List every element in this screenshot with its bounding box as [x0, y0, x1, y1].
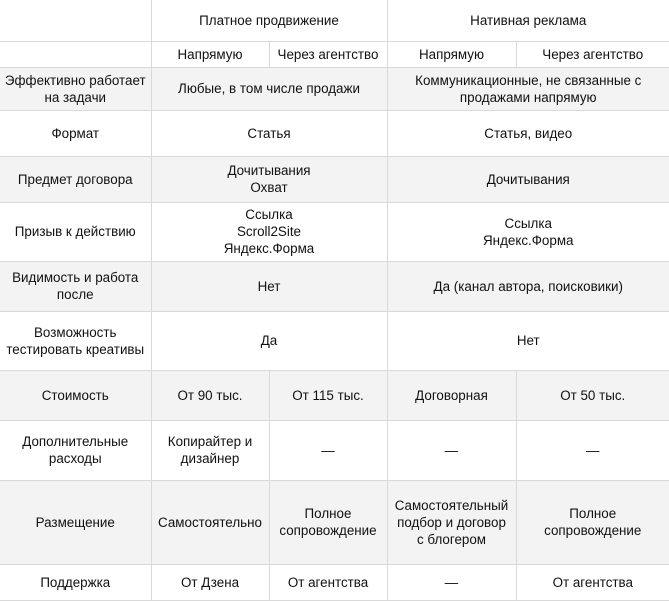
corner-cell-sub	[0, 41, 151, 67]
row-label: Эффективно работает на задачи	[0, 67, 151, 110]
cell-paid: Ссылка Scroll2Site Яндекс.Форма	[151, 202, 387, 261]
corner-cell	[0, 0, 151, 41]
row-label: Дополнительные расходы	[0, 420, 151, 480]
subheader-native-direct: Напрямую	[387, 41, 516, 67]
table-row	[0, 261, 669, 311]
cell-paid-direct: От Дзена	[151, 564, 269, 600]
cell-native: Коммуникационные, не связанные с продажами напрямую	[387, 67, 669, 110]
row-label: Видимость и работа после	[0, 261, 151, 311]
cell-paid: Нет	[151, 261, 387, 311]
row-label: Формат	[0, 110, 151, 156]
subheader-paid-agency: Через агентство	[269, 41, 387, 67]
row-label: Размещение	[0, 480, 151, 564]
table-row	[0, 370, 669, 420]
cell-native-direct: Договорная	[387, 370, 516, 420]
cell-paid-agency: От агентства	[269, 564, 387, 600]
row-label: Призыв к действию	[0, 202, 151, 261]
row-label: Поддержка	[0, 564, 151, 600]
table-row	[0, 156, 669, 202]
group-paid-promotion: Платное продвижение	[151, 0, 387, 41]
cell-paid: Статья	[151, 110, 387, 156]
cell-native-direct: Самостоятельный подбор и договор с блогером	[387, 480, 516, 564]
cell-paid: Да	[151, 311, 387, 370]
subheader-paid-direct: Напрямую	[151, 41, 269, 67]
table-row	[0, 480, 669, 564]
cell-native-agency: Полное сопровождение	[516, 480, 669, 564]
table-row	[0, 564, 669, 600]
cell-native-agency: От 50 тыс.	[516, 370, 669, 420]
subheader-native-agency: Через агентство	[516, 41, 669, 67]
cell-paid-direct: Самостоятельно	[151, 480, 269, 564]
cell-native-agency: От агентства	[516, 564, 669, 600]
row-label: Стоимость	[0, 370, 151, 420]
cell-paid: Любые, в том числе продажи	[151, 67, 387, 110]
cell-native: Дочитывания	[387, 156, 669, 202]
cell-paid-agency: Полное сопровождение	[269, 480, 387, 564]
cell-paid: Дочитывания Охват	[151, 156, 387, 202]
cell-native: Да (канал автора, поисковики)	[387, 261, 669, 311]
cell-native: Нет	[387, 311, 669, 370]
table-row	[0, 67, 669, 110]
table-row	[0, 202, 669, 261]
group-header-row	[0, 0, 669, 41]
table-row	[0, 311, 669, 370]
table-row	[0, 420, 669, 480]
cell-native-direct: —	[387, 564, 516, 600]
cell-paid-agency: —	[269, 420, 387, 480]
cell-native: Ссылка Яндекс.Форма	[387, 202, 669, 261]
cell-paid-direct: Копирайтер и дизайнер	[151, 420, 269, 480]
group-native-ads: Нативная реклама	[387, 0, 669, 41]
subheader-row	[0, 41, 669, 67]
cell-paid-direct: От 90 тыс.	[151, 370, 269, 420]
row-label: Предмет договора	[0, 156, 151, 202]
cell-paid-agency: От 115 тыс.	[269, 370, 387, 420]
table-row	[0, 110, 669, 156]
cell-native-agency: —	[516, 420, 669, 480]
cell-native: Статья, видео	[387, 110, 669, 156]
row-label: Возможность тестировать креативы	[0, 311, 151, 370]
cell-native-direct: —	[387, 420, 516, 480]
